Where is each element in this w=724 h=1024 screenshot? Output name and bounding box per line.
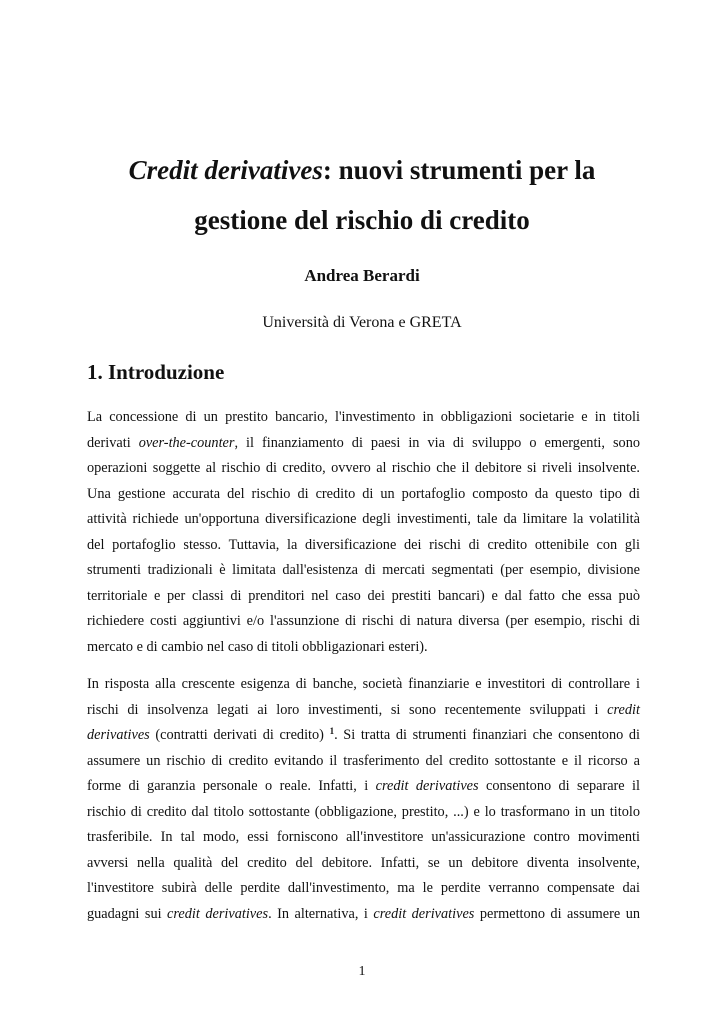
text-line: Una gestione accurata del rischio di credito di un portafoglio composto da questo tipo di bbox=[87, 485, 640, 502]
text-line: territoriale e per classi di prenditori nel caso dei prestiti bancari) e dal fatto che essa può bbox=[87, 587, 640, 604]
text-run: . In alternativa, i bbox=[268, 905, 374, 922]
title-italic-term: Credit derivatives bbox=[128, 155, 323, 185]
italic-term: derivatives bbox=[87, 727, 150, 743]
text-line: assumere un rischio di credito evitando il trasferimento del credito sottostante e il ricorso a bbox=[87, 752, 640, 769]
italic-term: credit derivatives bbox=[375, 778, 479, 794]
italic-term: credit derivatives bbox=[373, 905, 475, 922]
text-run: derivati bbox=[87, 434, 139, 451]
page-number: 1 bbox=[358, 964, 366, 979]
text-line: trasferibile. In tal modo, essi forniscono all'investitore un'assicurazione contro movimenti bbox=[87, 829, 640, 845]
text-line: l'investitore subirà delle perdite dall'investimento, ma le perdite verranno compensate dai bbox=[87, 880, 640, 896]
author-name: Andrea Berardi bbox=[304, 266, 420, 285]
text-line: operazioni soggette al rischio di credito, ovvero al rischio che il debitore si riveli insolvente. bbox=[87, 460, 640, 476]
document-title-line-1 bbox=[60, 150, 664, 190]
text-line: La concessione di un prestito bancario, l'investimento in obbligazioni societarie e in titoli bbox=[87, 409, 640, 425]
text-line bbox=[87, 431, 640, 457]
text-run: . Si tratta di strumenti finanziari che consentono di bbox=[334, 727, 640, 743]
author-affiliation: Università di Verona e GRETA bbox=[262, 314, 462, 331]
text-line: richiedere costi aggiuntivi e/o l'assunzione di rischi di natura diversa (per esempio, rischi di bbox=[87, 613, 640, 629]
text-run: consentono di separare il bbox=[478, 778, 640, 794]
section-heading: 1. Introduzione bbox=[87, 360, 225, 384]
text-line: strumenti tradizionali è limitata dall'esistenza di mercati segmentati (per esempio, divisione bbox=[87, 562, 640, 578]
text-line bbox=[87, 723, 640, 749]
text-line bbox=[87, 698, 640, 724]
text-line: mercato e di cambio nel caso di titoli obbligazionari esteri). bbox=[87, 638, 428, 655]
text-run: , il finanziamento di paesi in via di sviluppo o emergenti, sono bbox=[234, 434, 640, 451]
text-run: rischi di insolvenza legati ai loro investimenti, si sono recentemente sviluppati i bbox=[87, 701, 608, 718]
text-line: del portafoglio stesso. Tuttavia, la diversificazione dei rischi di credito ottenibile con gli bbox=[87, 536, 640, 553]
italic-term: credit derivatives bbox=[167, 905, 269, 922]
paragraph-1 bbox=[87, 405, 640, 660]
title-line-1-rest: : nuovi strumenti per la bbox=[322, 155, 596, 185]
paragraph-2 bbox=[87, 672, 640, 927]
text-line bbox=[87, 902, 640, 928]
text-line: rischio di credito dal titolo sottostante (obbligazione, prestito, ...) e lo trasformano in un titolo bbox=[87, 803, 640, 820]
text-run: forme di garanzia personale o reale. Infatti, i bbox=[87, 778, 376, 794]
footnote-marker[interactable]: 1 bbox=[329, 726, 335, 736]
text-line bbox=[87, 774, 640, 800]
text-line: In risposta alla crescente esigenza di banche, società finanziarie e investitori di controllare i bbox=[87, 676, 640, 692]
text-run: permettono di assumere un bbox=[474, 905, 640, 922]
text-line: attività richiede un'opportuna diversificazione degli investimenti, tale da limitare la volatilità bbox=[87, 511, 640, 527]
text-run: (contratti derivati di credito) bbox=[149, 727, 330, 743]
text-line: avversi nella qualità del credito del debitore. Infatti, se un debitore diventa insolvente, bbox=[87, 854, 640, 871]
document-title-line-2: gestione del rischio di credito bbox=[194, 205, 530, 235]
italic-term: over-the-counter bbox=[138, 434, 235, 451]
text-run: guadagni sui bbox=[87, 905, 168, 922]
italic-term: credit bbox=[607, 701, 640, 718]
